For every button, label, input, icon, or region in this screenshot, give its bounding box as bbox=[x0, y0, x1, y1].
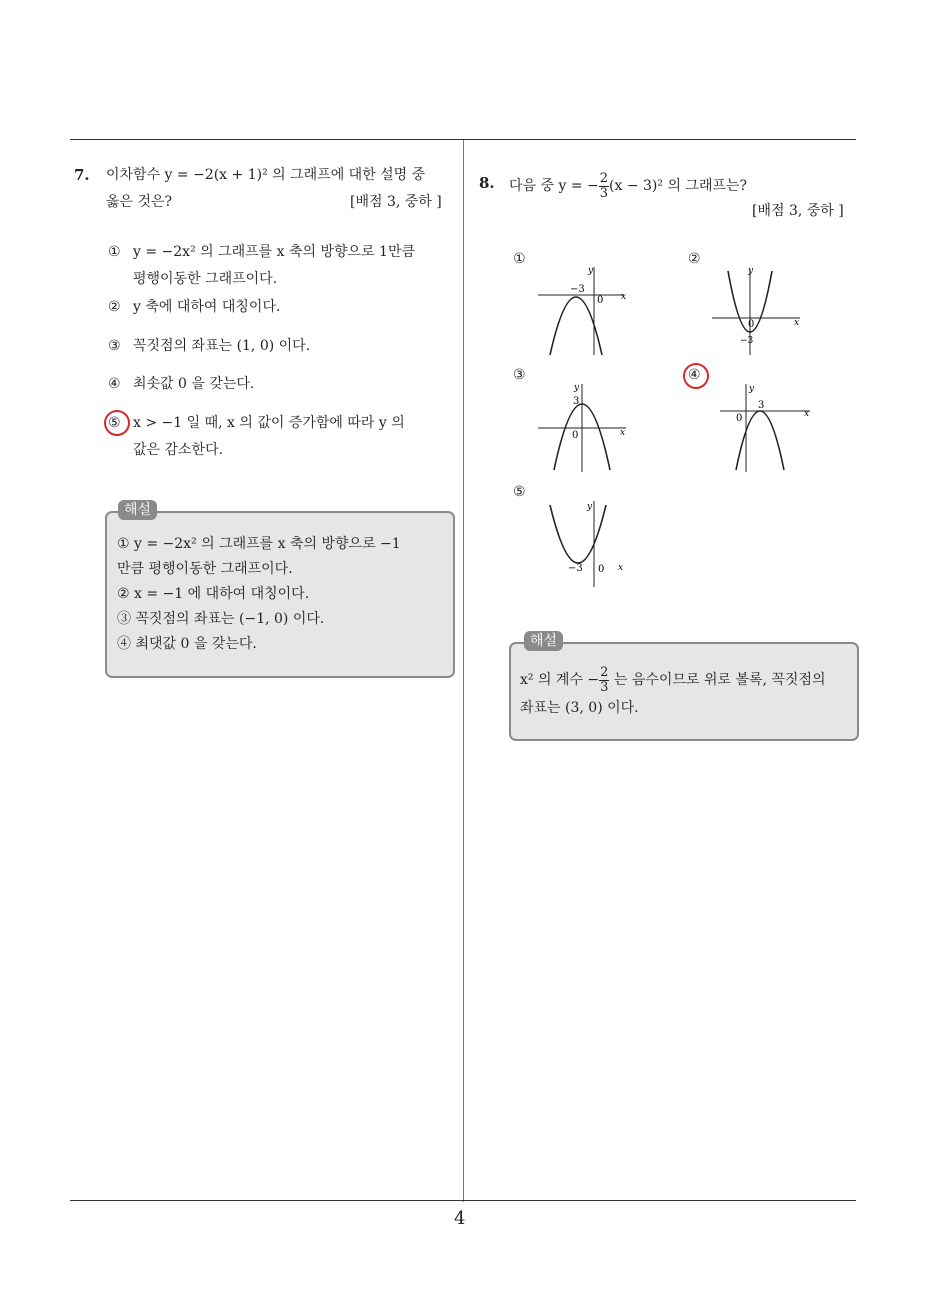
q7-option3-mark[interactable]: ③ bbox=[108, 338, 121, 354]
q7-score: [배점 3, 중하 ] bbox=[350, 194, 442, 210]
bottom-rule bbox=[70, 1200, 856, 1201]
graph2-y-label: y bbox=[748, 266, 754, 276]
q8-option3-mark[interactable]: ③ bbox=[513, 367, 526, 383]
q8-solution-line2: 좌표는 (3, 0) 이다. bbox=[520, 700, 639, 716]
q7-solution-line2: 만큼 평행이동한 그래프이다. bbox=[117, 561, 293, 577]
q8-option4-mark[interactable]: ④ bbox=[688, 367, 701, 383]
q8-graph3 bbox=[534, 380, 634, 475]
q7-number: 7. bbox=[74, 166, 90, 184]
q8-option2-mark[interactable]: ② bbox=[688, 251, 701, 267]
graph1-vertex-label: −3 bbox=[570, 284, 585, 295]
q7-selected-circle bbox=[104, 410, 130, 436]
page-number: 4 bbox=[454, 1208, 466, 1229]
q7-stem-line2: 옳은 것은? bbox=[106, 194, 173, 210]
q7-option5-line2: 값은 감소한다. bbox=[133, 442, 224, 458]
q7-option2-line1: y 축에 대하여 대칭이다. bbox=[133, 299, 281, 315]
q8-sol-suffix: 는 음수이므로 위로 볼록, 꼭짓점의 bbox=[609, 672, 826, 688]
q8-frac-den: 3 bbox=[599, 185, 609, 201]
graph5-y-label: y bbox=[587, 502, 593, 512]
graph5-origin-label: 0 bbox=[598, 564, 605, 575]
q8-option1-mark[interactable]: ① bbox=[513, 251, 526, 267]
q8-graph1 bbox=[532, 263, 632, 358]
graph4-y-label: y bbox=[749, 384, 755, 394]
q7-solution-line4: ③ 꼭짓점의 좌표는 (−1, 0) 이다. bbox=[117, 611, 325, 627]
q7-option4-line1: 최솟값 0 을 갖는다. bbox=[133, 376, 255, 392]
graph3-origin-label: 0 bbox=[572, 430, 579, 441]
q7-option3-line1: 꼭짓점의 좌표는 (1, 0) 이다. bbox=[133, 338, 311, 354]
q8-number: 8. bbox=[479, 174, 495, 192]
q7-option1-mark[interactable]: ① bbox=[108, 244, 121, 260]
q8-frac-num: 2 bbox=[599, 170, 609, 186]
q8-sol-frac-den: 3 bbox=[600, 679, 609, 695]
q8-graph2 bbox=[708, 263, 808, 358]
graph3-x-label: x bbox=[620, 428, 626, 438]
q8-score: [배점 3, 중하 ] bbox=[752, 203, 844, 219]
q8-option5-mark[interactable]: ⑤ bbox=[513, 484, 526, 500]
q7-option2-mark[interactable]: ② bbox=[108, 299, 121, 315]
q7-solution-line5: ④ 최댓값 0 을 갖는다. bbox=[117, 636, 257, 652]
q8-stem-suffix: (x − 3)² 의 그래프는? bbox=[609, 178, 748, 194]
q8-selected-circle bbox=[683, 363, 709, 389]
graph5-x-label: x bbox=[618, 563, 624, 573]
graph4-vertex-label: 3 bbox=[758, 400, 765, 411]
graph1-origin-label: 0 bbox=[597, 295, 604, 306]
q8-sol-frac-num: 2 bbox=[600, 664, 609, 680]
q7-solution-line3: ② x = −1 에 대하여 대칭이다. bbox=[117, 586, 310, 602]
q8-graph5 bbox=[540, 497, 640, 592]
q7-solution-tag: 해설 bbox=[118, 500, 157, 520]
q8-stem-prefix: 다음 중 y = − bbox=[509, 178, 599, 194]
graph1-y-label: y bbox=[588, 266, 594, 276]
graph5-vertex-label: −3 bbox=[568, 563, 583, 574]
graph4-origin-label: 0 bbox=[736, 413, 743, 424]
column-divider bbox=[463, 140, 464, 1202]
q7-option1-line2: 평행이동한 그래프이다. bbox=[133, 271, 278, 287]
q7-solution-line1: ① y = −2x² 의 그래프를 x 축의 방향으로 −1 bbox=[117, 536, 401, 552]
q7-option4-mark[interactable]: ④ bbox=[108, 376, 121, 392]
graph3-y-label: y bbox=[574, 383, 580, 393]
q8-stem-fraction bbox=[599, 172, 609, 201]
q7-stem-line1: 이차함수 y = −2(x + 1)² 의 그래프에 대한 설명 중 bbox=[106, 167, 426, 183]
q8-solution-tag: 해설 bbox=[524, 631, 563, 651]
q7-option1-line1: y = −2x² 의 그래프를 x 축의 방향으로 1만큼 bbox=[133, 244, 416, 260]
q8-sol-fraction bbox=[599, 666, 609, 695]
q8-stem bbox=[509, 166, 747, 206]
graph2-x-label: x bbox=[794, 318, 800, 328]
q7-option5-line1: x > −1 일 때, x 의 값이 증가함에 따라 y 의 bbox=[133, 415, 405, 431]
q7-option5-mark[interactable]: ⑤ bbox=[108, 415, 121, 431]
q8-graph4 bbox=[716, 380, 816, 475]
q8-sol-prefix: x² 의 계수 − bbox=[520, 672, 600, 688]
q8-solution-line1 bbox=[520, 663, 826, 697]
graph1-x-label: x bbox=[621, 292, 627, 302]
graph2-origin-label: 0 bbox=[748, 319, 755, 330]
graph2-vertex-label: −3 bbox=[740, 336, 754, 346]
graph4-x-label: x bbox=[804, 409, 810, 419]
graph3-vertex-label: 3 bbox=[573, 396, 580, 407]
